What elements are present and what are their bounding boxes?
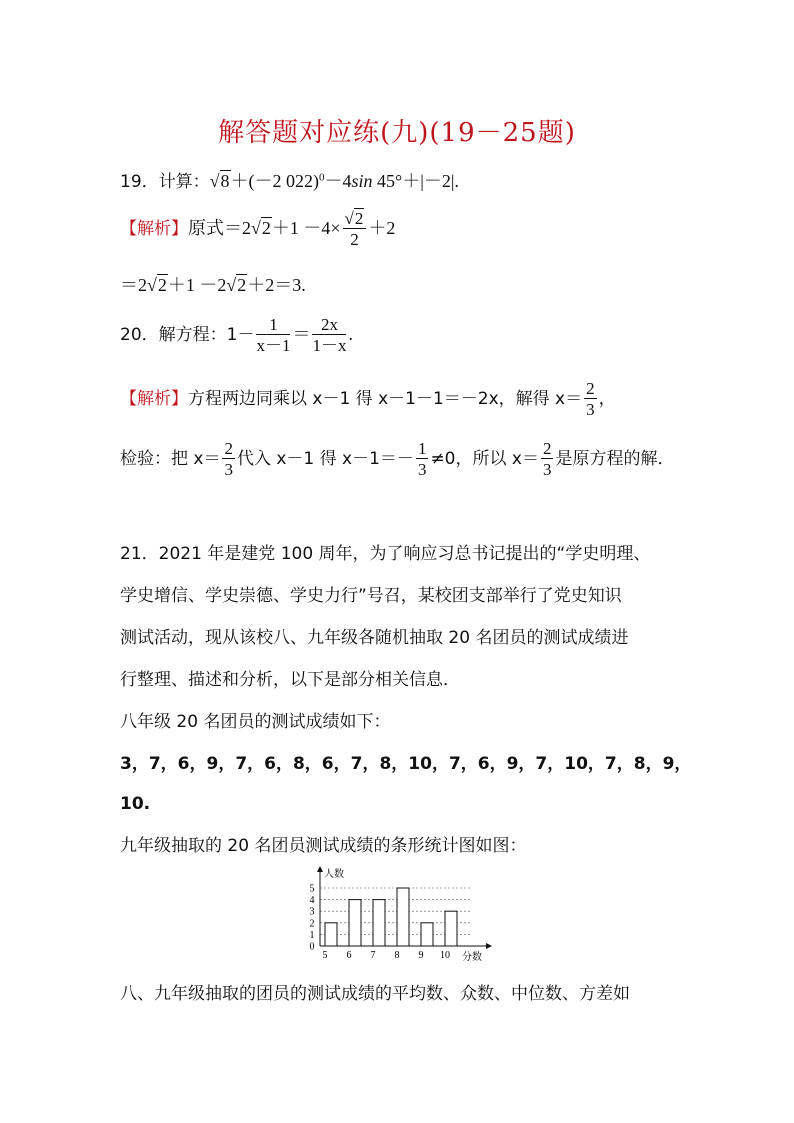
sqrt-2: √2 bbox=[147, 275, 167, 295]
x-tick-labels bbox=[323, 950, 451, 961]
fraction-2-over-3: $\frac{2}{3}$ bbox=[586, 379, 595, 419]
q19-term-d: 45°＋|－2|. bbox=[372, 171, 459, 191]
q19-question bbox=[120, 172, 459, 191]
q20-equals: ＝ bbox=[292, 324, 311, 344]
y-tick-label: 4 bbox=[309, 895, 315, 907]
y-axis-label: 人数 bbox=[324, 869, 344, 880]
x-axis-label: 分数 bbox=[462, 952, 482, 963]
bar-5 bbox=[325, 923, 337, 946]
q20-sol1-a: 方程两边同乘以 x－1 得 x－1－1＝－2x，解得 x＝ bbox=[188, 389, 583, 409]
solution-tag: 【解析】 bbox=[120, 219, 188, 239]
q19-sol2-b: ＋1 －2 bbox=[167, 275, 227, 295]
q21-line9: 八、九年级抽取的团员的测试成绩的平均数、众数、中位数、方差如 bbox=[120, 984, 630, 1004]
q19-sol1-a: 原式＝2 bbox=[188, 218, 251, 238]
q19-sol1-b: ＋1 －4× bbox=[271, 218, 341, 238]
x-axis-arrow bbox=[486, 943, 492, 949]
x-tick-label: 10 bbox=[440, 950, 450, 961]
q20-chk-b: 代入 x－1 得 x－1＝－ bbox=[236, 449, 414, 469]
solution-tag: 【解析】 bbox=[120, 389, 188, 409]
y-tick-label: 1 bbox=[309, 929, 315, 941]
fraction-2-over-3: $\frac{2}{3}$ bbox=[542, 439, 552, 479]
q20-question bbox=[120, 316, 353, 354]
fraction-1-over-3: $\frac{1}{3}$ bbox=[417, 439, 427, 479]
y-tick-label: 3 bbox=[309, 906, 315, 918]
q19-term-b: ＋(－2 022) bbox=[230, 171, 320, 191]
q19-sol2-a: ＝2 bbox=[120, 275, 147, 295]
x-tick-label: 6 bbox=[346, 950, 352, 961]
q19-sin: sin bbox=[351, 171, 373, 191]
x-tick-label: 8 bbox=[394, 950, 400, 961]
fraction-root2-over-2: $\frac{√2}{2}$ bbox=[343, 210, 367, 248]
chart-bars bbox=[325, 888, 457, 946]
y-tick-label: 5 bbox=[309, 883, 315, 895]
q20-prefix: 20．解方程：1－ bbox=[120, 325, 255, 345]
y-tick-label: 0 bbox=[309, 941, 315, 953]
y-axis-arrow bbox=[317, 866, 323, 872]
q20-solution-line1 bbox=[120, 380, 616, 418]
q21-line8: 九年级抽取的 20 名团员测试成绩的条形统计图如图： bbox=[120, 836, 527, 856]
sqrt-2: √2 bbox=[251, 218, 271, 238]
page-title: 解答题对应练(九)(19－25题) bbox=[218, 118, 576, 148]
q19-solution-line2 bbox=[120, 276, 306, 295]
y-tick-label: 2 bbox=[309, 918, 315, 930]
bar-9 bbox=[421, 923, 433, 946]
x-tick-label: 5 bbox=[322, 950, 328, 961]
x-tick-label: 7 bbox=[370, 950, 376, 961]
q19-prefix: 19．计算： bbox=[120, 172, 210, 192]
fraction-2x-over-1-x: $\frac{2x}{1-x}$ bbox=[312, 315, 347, 355]
q21-line5: 八年级 20 名团员的测试成绩如下： bbox=[120, 712, 391, 732]
q19-sol1-c: ＋2 bbox=[368, 218, 396, 238]
bar-6 bbox=[349, 900, 361, 946]
q19-sol2-c: ＋2＝3. bbox=[247, 275, 306, 295]
q20-end: . bbox=[348, 324, 353, 344]
q19-term-c: －4 bbox=[324, 171, 352, 191]
bar-7 bbox=[373, 900, 385, 946]
fraction-2-over-3: $\frac{2}{3}$ bbox=[224, 439, 233, 479]
q21-line1: 21．2021 年是建党 100 周年，为了响应习总书记提出的“学史明理、 bbox=[120, 544, 651, 564]
sqrt-2: √2 bbox=[226, 275, 247, 295]
q21-line3: 测试活动，现从该校八、九年级各随机抽取 20 名团员的测试成绩进 bbox=[120, 628, 629, 648]
q20-chk-d: 是原方程的解． bbox=[555, 449, 675, 469]
q21-line2: 学史增信、学史崇德、学史力行”号召，某校团支部举行了党史知识 bbox=[120, 586, 622, 606]
q20-chk-c: ≠0，所以 x＝ bbox=[430, 449, 539, 469]
q20-check-line bbox=[120, 440, 674, 478]
bar-chart bbox=[300, 866, 500, 966]
x-tick-label: 9 bbox=[418, 950, 424, 961]
bar-8 bbox=[397, 888, 409, 946]
q21-line4: 行整理、描述和分析，以下是部分相关信息． bbox=[120, 670, 460, 690]
y-tick-labels bbox=[310, 884, 315, 953]
sqrt-8: √8 bbox=[209, 171, 230, 191]
fraction-1-over-x-1: $\frac{1}{x-1}$ bbox=[256, 315, 291, 355]
q20-sol1-b: ， bbox=[598, 389, 616, 409]
bar-10 bbox=[445, 911, 457, 946]
grade8-scores-end: 10. bbox=[120, 794, 151, 814]
q19-solution-line1 bbox=[120, 210, 395, 248]
grade8-scores: 3，7，6，9，7，6，8，6，7，8，10，7，6，9，7，10，7，8，9， bbox=[120, 754, 692, 774]
q19-exponent: 0 bbox=[319, 171, 325, 184]
q20-chk-a: 检验：把 x＝ bbox=[120, 449, 221, 469]
